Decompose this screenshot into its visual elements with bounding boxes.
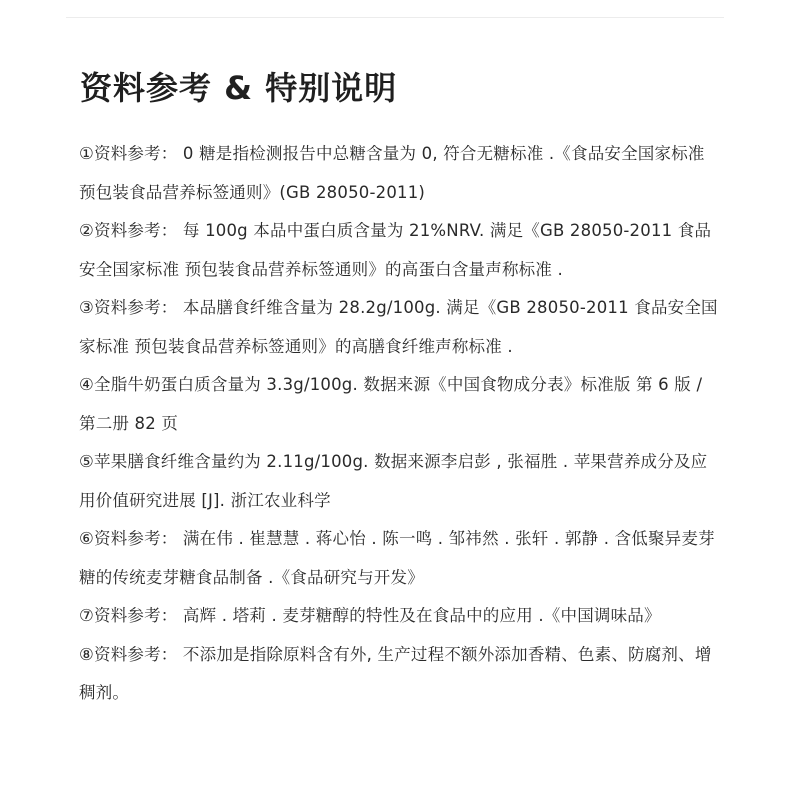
reference-item-4: ④全脂牛奶蛋白质含量为 3.3g/100g. 数据来源《中国食物成分表》标准版 第 6 版 / 第二册 82 页	[79, 375, 703, 433]
reference-item-5: ⑤苹果膳食纤维含量约为 2.11g/100g. 数据来源李启彭 , 张福胜 . 苹果营养成分及应用价值研究进展 [J]. 浙江农业科学	[79, 452, 708, 510]
reference-item-3: ③资料参考： 本品膳食纤维含量为 28.2g/100g. 满足《GB 28050-2011 食品安全国家标准 预包装食品营养标签通则》的高膳食纤维声称标准 .	[79, 298, 718, 356]
reference-item-1: ①资料参考： 0 糖是指检测报告中总糖含量为 0, 符合无糖标准 .《食品安全国家标准 预包装食品营养标签通则》(GB 28050-2011)	[79, 144, 705, 202]
page-title: 资料参考 & 特别说明	[80, 69, 398, 107]
top-divider	[66, 17, 724, 18]
reference-item-2: ②资料参考： 每 100g 本品中蛋白质含量为 21%NRV. 满足《GB 28050-2011 食品安全国家标准 预包装食品营养标签通则》的高蛋白含量声称标准 .	[79, 221, 712, 279]
reference-item-6: ⑥资料参考： 满在伟 . 崔慧慧 . 蒋心怡 . 陈一鸣 . 邹祎然 . 张轩 . 郭静 . 含低聚异麦芽糖的传统麦芽糖食品制备 .《食品研究与开发》	[79, 529, 715, 587]
reference-list	[79, 135, 719, 713]
reference-item-8: ⑧资料参考： 不添加是指除原料含有外, 生产过程不额外添加香精、色素、防腐剂、增稠剂。	[79, 644, 712, 702]
reference-item-7: ⑦资料参考： 高辉 . 塔莉 . 麦芽糖醇的特性及在食品中的应用 .《中国调味品》	[79, 606, 661, 625]
